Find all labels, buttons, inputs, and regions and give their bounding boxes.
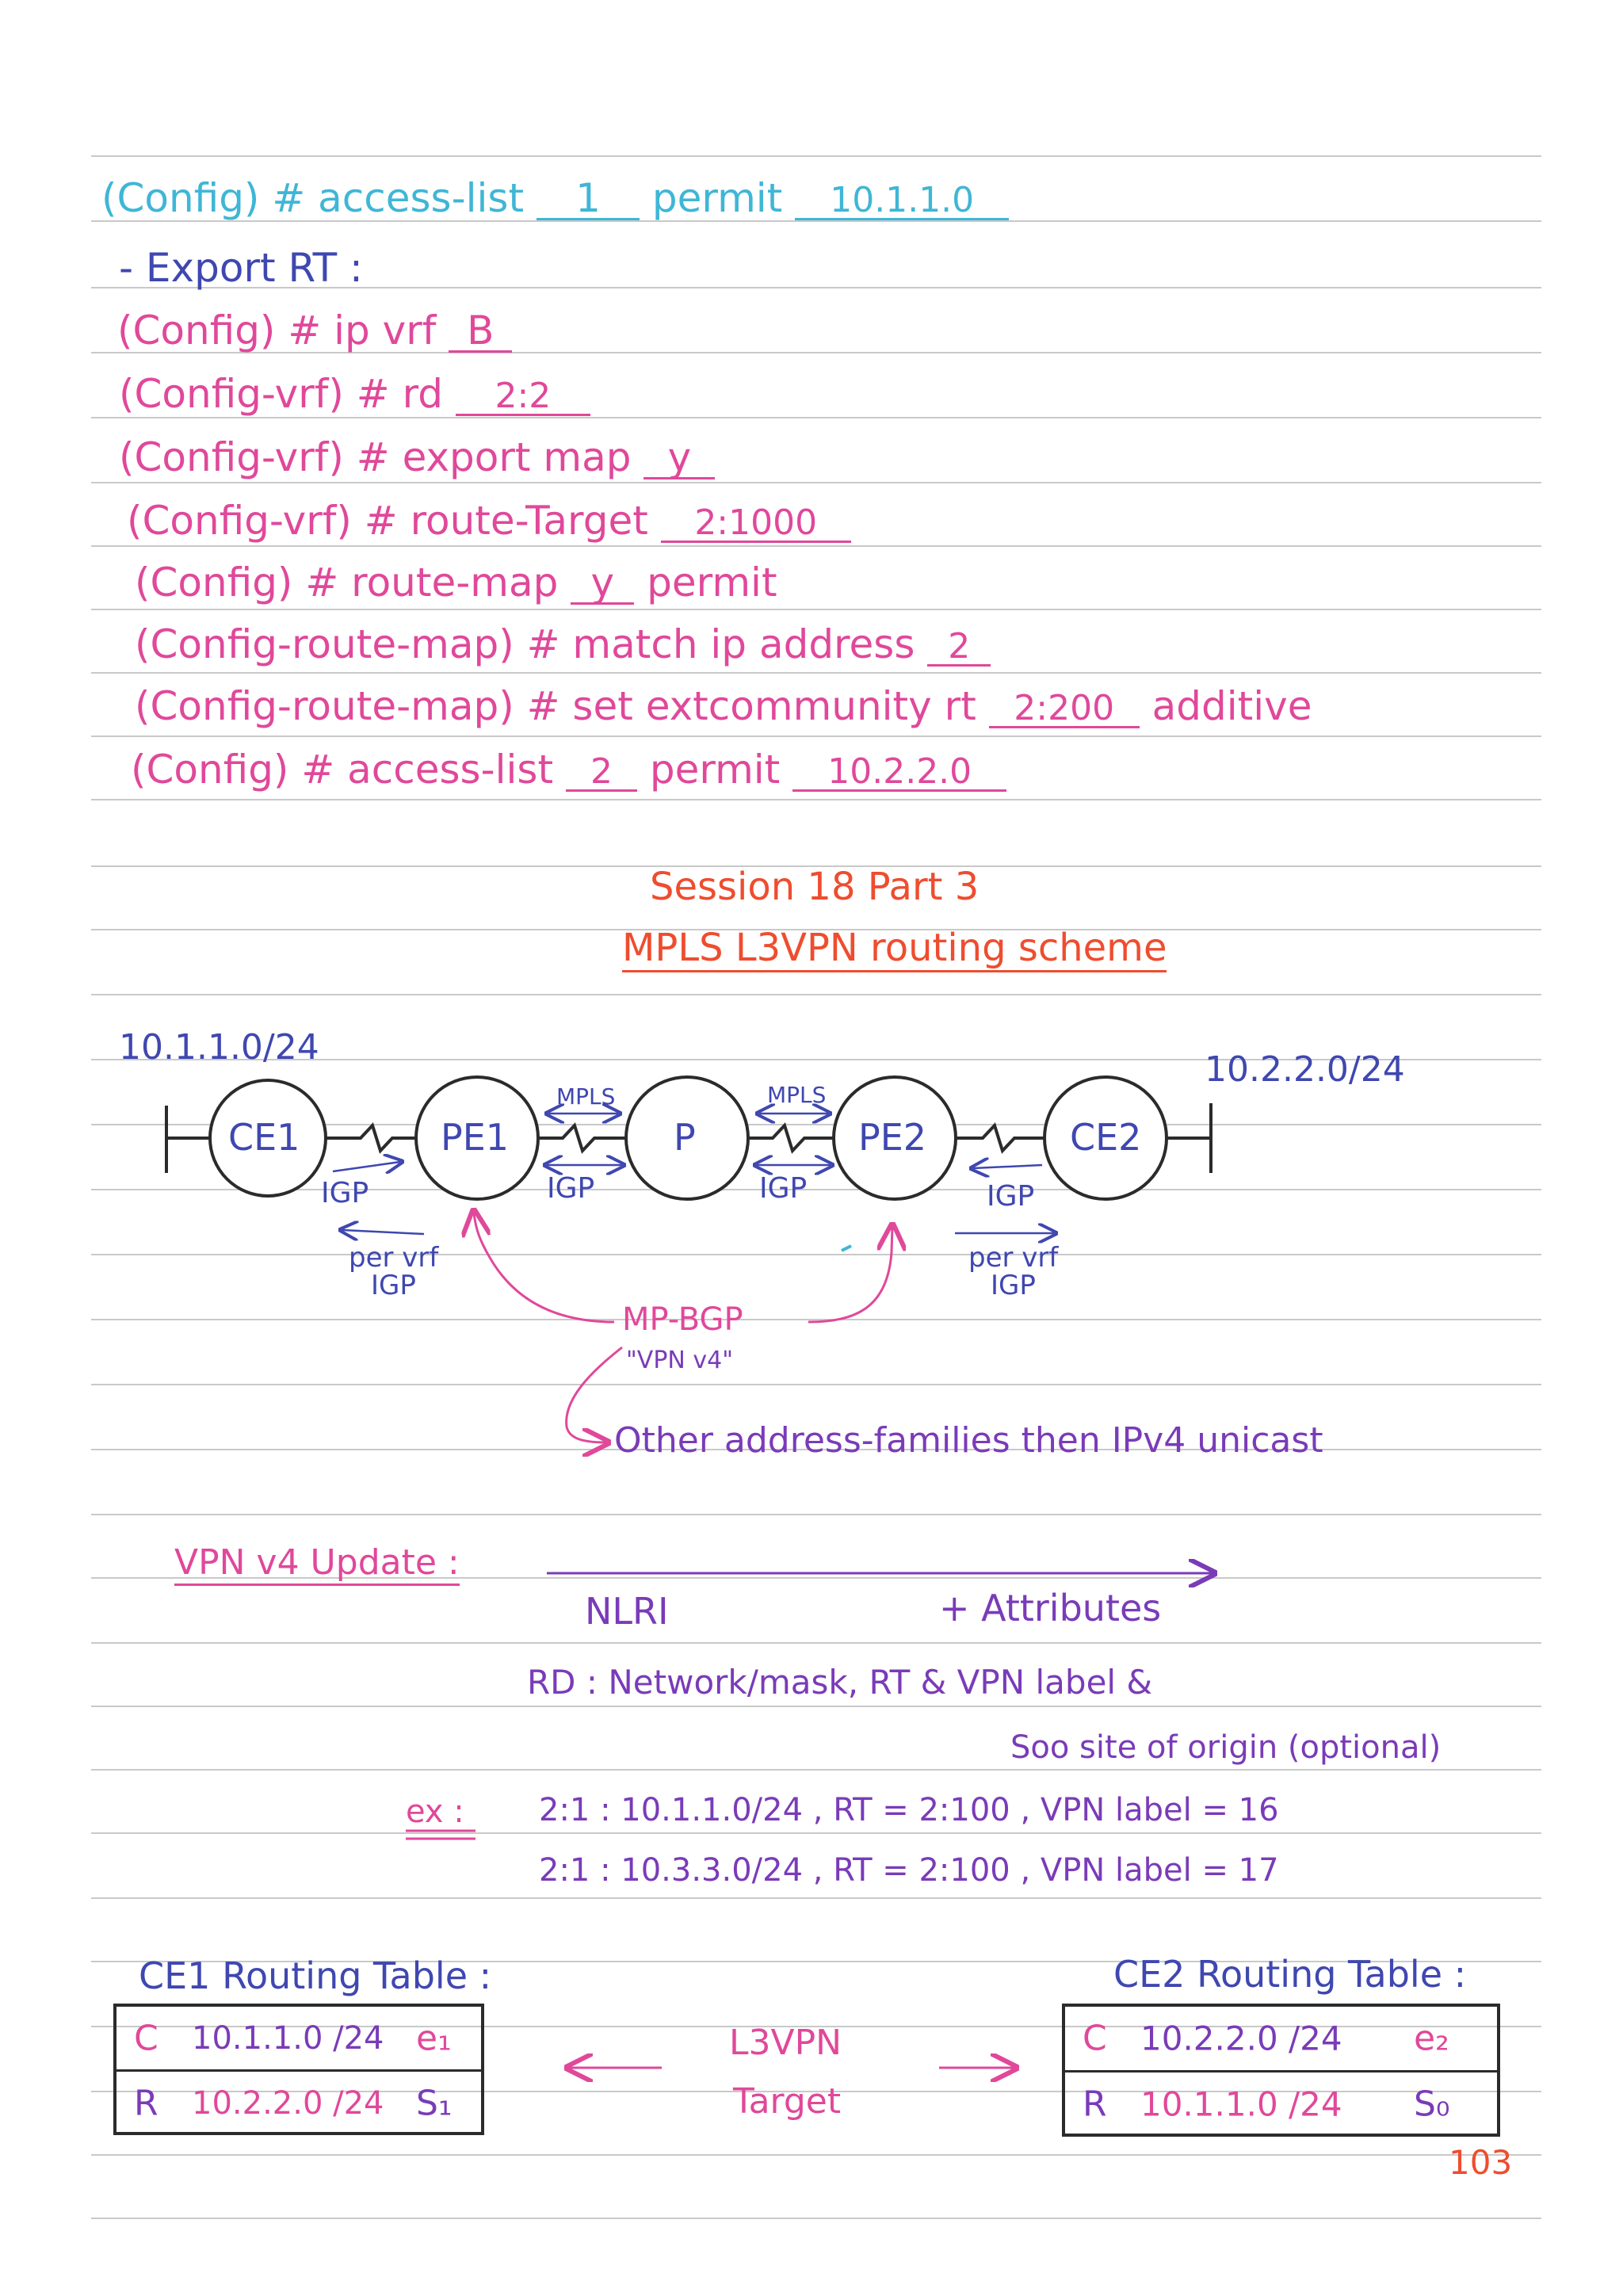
route-code: R — [1083, 2084, 1107, 2125]
rd-line: RD : Network/mask, RT & VPN label & — [527, 1663, 1153, 1702]
route-prefix: 10.1.1.0 /24 — [192, 2019, 384, 2057]
per-vrf-left-1: per vrf — [349, 1242, 439, 1274]
route-interface: S₀ — [1414, 2084, 1450, 2125]
node-label-ce1: CE1 — [228, 1116, 300, 1159]
example-line-1: 2:1 : 10.1.1.0/24 , RT = 2:100 , VPN label = 16 — [539, 1792, 1279, 1828]
table-row — [1065, 2070, 1497, 2136]
table-row — [116, 2007, 481, 2069]
page-number: 103 — [1449, 2143, 1513, 2182]
igp-label-p-pe2: IGP — [759, 1172, 808, 1205]
link-pe2-ce2 — [956, 1125, 1044, 1151]
export-rt-heading: - Export RT : — [119, 245, 363, 291]
mpls-label-2: MPLS — [767, 1082, 827, 1108]
route-code: R — [134, 2083, 158, 2123]
per-vrf-right-2: IGP — [991, 1270, 1036, 1301]
config-line-export-map: (Config-vrf) # export map y — [119, 437, 715, 479]
node-label-pe2: PE2 — [858, 1116, 927, 1159]
config-line-1: (Config) # access-list 1 permit 10.1.1.0 — [101, 178, 1009, 220]
link-ce1-pe1 — [326, 1125, 416, 1151]
igp-label-pe1-p: IGP — [547, 1172, 595, 1205]
route-interface: e₁ — [416, 2018, 452, 2058]
ce2-routing-table — [1062, 2004, 1500, 2137]
route-code: C — [1083, 2018, 1107, 2059]
example-line-2: 2:1 : 10.3.3.0/24 , RT = 2:100 , VPN label = 17 — [539, 1852, 1279, 1889]
vpnv4-update-label: VPN v4 Update : — [174, 1545, 460, 1586]
ce1-routing-table — [113, 2004, 484, 2135]
left-network-label: 10.1.1.0/24 — [119, 1027, 319, 1068]
per-vrf-right-1: per vrf — [968, 1242, 1059, 1274]
igp-label-pe2-ce2: IGP — [987, 1180, 1035, 1213]
config-line-set-extcommunity: (Config-route-map) # set extcommunity rt 2:200 additive — [135, 683, 1312, 729]
config-line-match-ip: (Config-route-map) # match ip address 2 — [135, 625, 991, 667]
nlri-label: NLRI — [585, 1590, 669, 1633]
address-families-note: Other address-families then IPv4 unicast — [614, 1420, 1323, 1461]
session-title: Session 18 Part 3 — [650, 865, 980, 909]
node-label-p: P — [674, 1116, 696, 1159]
route-prefix: 10.2.2.0 /24 — [192, 2084, 384, 2122]
route-interface: e₂ — [1414, 2018, 1449, 2059]
soo-line: Soo site of origin (optional) — [1010, 1729, 1442, 1766]
node-label-pe1: PE1 — [441, 1116, 510, 1159]
vpnv4-label: "VPN v4" — [626, 1347, 734, 1374]
route-code: C — [134, 2018, 158, 2058]
config-line-rd: (Config-vrf) # rd 2:2 — [119, 374, 590, 416]
l3vpn-label: L3VPN — [729, 2023, 842, 2063]
example-label: ex : — [406, 1794, 464, 1830]
route-prefix: 10.2.2.0 /24 — [1140, 2019, 1342, 2058]
mp-bgp-label: MP-BGP — [622, 1301, 743, 1338]
node-label-ce2: CE2 — [1070, 1116, 1142, 1159]
ce2-table-title: CE2 Routing Table : — [1113, 1953, 1467, 1996]
table-row — [116, 2069, 481, 2134]
table-row — [1065, 2007, 1497, 2070]
right-network-label: 10.2.2.0/24 — [1205, 1049, 1405, 1090]
config-line-route-map: (Config) # route-map y permit — [135, 560, 777, 606]
igp-label-ce1-pe1: IGP — [321, 1177, 369, 1209]
route-interface: S₁ — [416, 2083, 453, 2123]
target-label: Target — [733, 2081, 842, 2122]
config-line-access-list-2: (Config) # access-list 2 permit 10.2.2.0 — [131, 750, 1006, 792]
mpls-label-1: MPLS — [556, 1083, 616, 1110]
link-pe1-p — [538, 1125, 626, 1151]
attributes-label: + Attributes — [939, 1587, 1162, 1629]
route-prefix: 10.1.1.0 /24 — [1140, 2084, 1342, 2124]
session-subtitle: MPLS L3VPN routing scheme — [622, 929, 1167, 972]
config-line-ip-vrf: (Config) # ip vrf B — [117, 311, 512, 353]
per-vrf-left-2: IGP — [371, 1270, 416, 1301]
link-p-pe2 — [748, 1125, 834, 1151]
ce1-table-title: CE1 Routing Table : — [139, 1954, 492, 1997]
config-line-route-target: (Config-vrf) # route-Target 2:1000 — [127, 501, 851, 543]
